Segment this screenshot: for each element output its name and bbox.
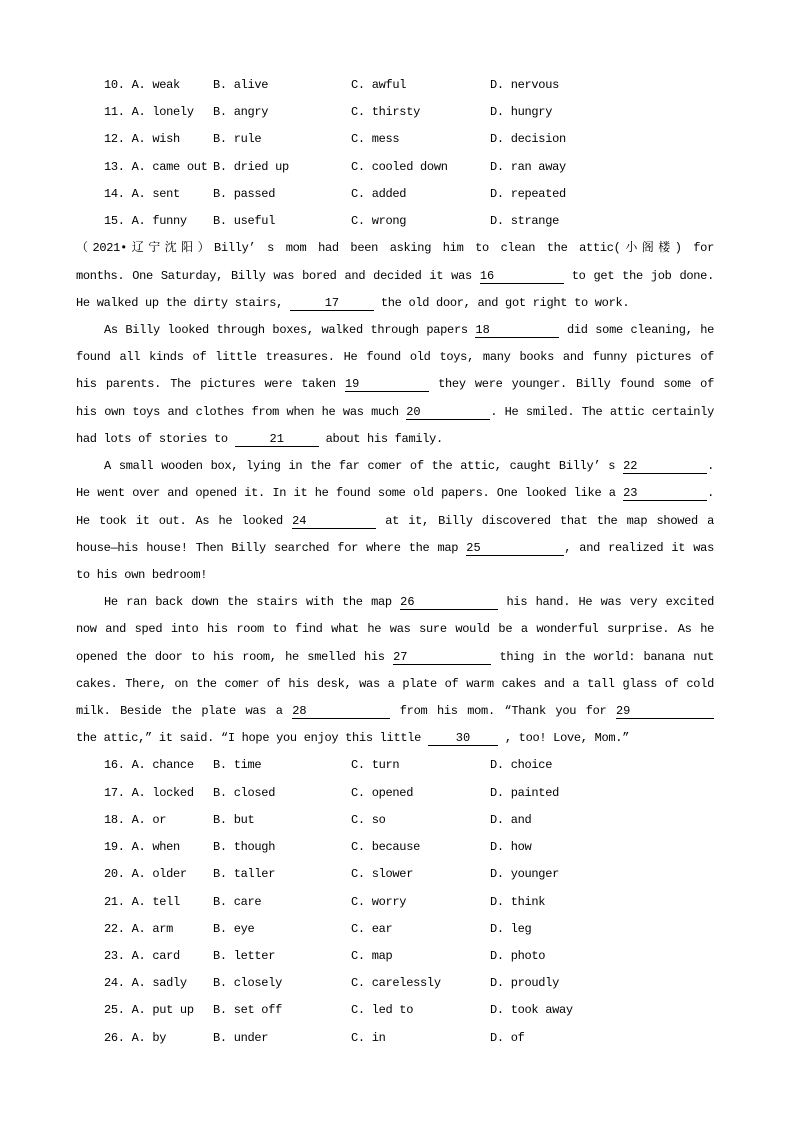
passage-line — [76, 453, 714, 480]
option-cell-a — [104, 943, 180, 970]
passage-text: . — [707, 486, 714, 501]
paragraph-2 — [0, 317, 794, 453]
option-b: B. closed — [213, 785, 276, 800]
passage-text: had lots of stories to — [76, 431, 235, 446]
paragraph-4 — [0, 589, 794, 752]
option-c: C. wrong — [351, 214, 407, 229]
question-row-15 — [0, 208, 794, 235]
option-cell-a — [104, 752, 194, 779]
question-row-16 — [0, 752, 794, 779]
question-row-23 — [0, 943, 794, 970]
question-number: 19. — [104, 840, 125, 855]
option-b: B. but — [213, 812, 255, 827]
passage-text: his parents. The pictures were taken — [76, 377, 345, 392]
passage-text: to his own bedroom! — [76, 567, 208, 582]
question-number: 15. — [104, 214, 125, 229]
option-c: C. mess — [351, 132, 400, 147]
option-c: C. thirsty — [351, 105, 421, 120]
option-b: B. care — [213, 894, 262, 909]
passage-line — [76, 480, 714, 507]
question-row-19 — [0, 834, 794, 861]
question-row-10 — [0, 72, 794, 99]
paragraph-3 — [0, 453, 794, 589]
option-c: C. cooled down — [351, 159, 448, 174]
question-number: 23. — [104, 949, 125, 963]
option-c: C. awful — [351, 78, 407, 92]
option-cell-a — [104, 861, 187, 888]
blank-25: 25 — [466, 541, 564, 556]
option-d: D. strange — [490, 214, 560, 229]
option-a: A. came out — [131, 159, 208, 174]
passage-text: from his mom. “Thank you for — [390, 704, 616, 719]
question-number: 17. — [104, 785, 125, 800]
option-b: B. under — [213, 1030, 269, 1045]
passage-line — [76, 290, 714, 317]
option-c: C. carelessly — [351, 976, 441, 991]
question-number: 25. — [104, 1003, 125, 1018]
option-c: C. turn — [351, 758, 400, 773]
option-cell-a — [104, 126, 180, 153]
passage-line — [76, 399, 714, 426]
option-c: C. opened — [351, 785, 414, 800]
passage-text: milk. Beside the plate was a — [76, 704, 293, 719]
option-b: B. taller — [213, 867, 276, 882]
option-b: B. eye — [213, 921, 255, 936]
passage-text: A small wooden box, lying in the far comer of the attic, caught Billy’ s — [104, 459, 624, 474]
option-cell-a — [104, 834, 180, 861]
passage-line — [76, 426, 714, 453]
option-cell-a — [104, 970, 187, 997]
passage-text: months. One Saturday, Billy was bored and decided it was — [76, 268, 480, 283]
passage-line — [76, 508, 714, 535]
passage-text: He went over and opened it. In it he found some old papers. One looked like a — [76, 486, 624, 501]
option-b: B. letter — [213, 949, 276, 963]
option-d: D. repeated — [490, 186, 566, 201]
cloze-passage — [0, 235, 794, 752]
passage-text: He ran back down the stairs with the map — [104, 595, 401, 610]
question-number: 16. — [104, 758, 125, 773]
passage-text: to get the job done. — [563, 268, 714, 283]
option-cell-a — [104, 99, 194, 126]
passage-text: He took it out. As he looked — [76, 513, 293, 528]
blank-18: 18 — [475, 323, 559, 338]
passage-text: the old door, and got right to work. — [373, 295, 630, 310]
passage-line — [76, 671, 714, 698]
question-list-16-26 — [0, 752, 794, 1051]
blank-24: 24 — [292, 514, 376, 529]
option-b: B. passed — [213, 186, 276, 201]
option-a: A. weak — [131, 78, 180, 92]
passage-text: his hand. He was very excited — [498, 595, 714, 610]
question-number: 24. — [104, 976, 125, 991]
passage-text: opened the door to his room, he smelled his — [76, 649, 394, 664]
question-row-22 — [0, 916, 794, 943]
option-d: D. leg — [490, 921, 532, 936]
option-c: C. added — [351, 186, 407, 201]
passage-text: the attic,” it said. “I hope you enjoy this little — [76, 731, 428, 746]
passage-line — [76, 616, 714, 643]
question-row-14 — [0, 181, 794, 208]
blank-22: 22 — [623, 459, 707, 474]
passage-line — [76, 644, 714, 671]
option-a: A. sent — [131, 186, 180, 201]
option-b: B. time — [213, 758, 262, 773]
question-number: 22. — [104, 921, 125, 936]
blank-30: 30 — [428, 731, 498, 746]
passage-text: house—his house! Then Billy searched for where the map — [76, 540, 467, 555]
option-cell-a — [104, 997, 194, 1024]
option-d: D. photo — [490, 949, 546, 963]
question-row-11 — [0, 99, 794, 126]
option-d: D. ran away — [490, 159, 566, 174]
option-a: A. by — [131, 1030, 167, 1045]
question-row-13 — [0, 154, 794, 181]
passage-text: they were younger. Billy found some of — [428, 377, 714, 392]
passage-text: . He smiled. The attic certainly — [490, 404, 715, 419]
option-a: A. wish — [131, 132, 180, 147]
passage-text: , and realized it was — [564, 540, 714, 555]
option-a: A. arm — [131, 921, 174, 936]
passage-line — [76, 263, 714, 290]
option-a: A. put up — [131, 1003, 194, 1018]
option-d: D. think — [490, 894, 546, 909]
question-number: 10. — [104, 78, 125, 92]
question-number: 18. — [104, 812, 125, 827]
passage-line — [76, 535, 714, 562]
option-d: D. took away — [490, 1003, 573, 1018]
option-d: D. decision — [490, 132, 566, 147]
blank-16: 16 — [480, 269, 564, 284]
option-a: A. card — [131, 949, 180, 963]
passage-text: his own toys and clothes from when he was much — [76, 404, 407, 419]
option-d: D. painted — [490, 785, 560, 800]
option-d: D. nervous — [490, 78, 560, 92]
option-c: C. slower — [351, 867, 414, 882]
passage-text: now and sped into his room to find what he was sure would be a wonderful surprise. As he — [76, 622, 714, 637]
passage-text: at it, Billy discovered that the map showed a — [376, 513, 714, 528]
question-row-12 — [0, 126, 794, 153]
option-cell-a — [104, 208, 187, 235]
option-cell-a — [104, 780, 194, 807]
question-number: 21. — [104, 894, 125, 909]
option-a: A. or — [131, 812, 167, 827]
passage-text: , too! Love, Mom.” — [497, 731, 630, 746]
blank-29: 29 — [616, 704, 714, 719]
option-c: C. because — [351, 840, 421, 855]
option-a: A. funny — [131, 214, 187, 229]
passage-line — [76, 698, 714, 725]
option-c: C. map — [351, 949, 393, 963]
option-a: A. chance — [131, 758, 194, 773]
passage-text: （2021•辽宁沈阳）Billy’ s mom had been asking him to clean the attic(小阁楼) for — [76, 241, 714, 256]
passage-text: As Billy looked through boxes, walked through papers — [104, 322, 476, 337]
question-row-25 — [0, 997, 794, 1024]
question-row-18 — [0, 807, 794, 834]
question-row-21 — [0, 889, 794, 916]
option-a: A. older — [131, 867, 187, 882]
option-a: A. locked — [131, 785, 194, 800]
option-a: A. lonely — [131, 105, 194, 120]
passage-text: . — [707, 459, 714, 474]
passage-line — [76, 344, 714, 371]
passage-line — [76, 235, 714, 262]
option-d: D. proudly — [490, 976, 560, 991]
option-b: B. set off — [213, 1003, 283, 1018]
option-c: C. worry — [351, 894, 407, 909]
blank-17: 17 — [290, 296, 374, 311]
question-row-24 — [0, 970, 794, 997]
option-cell-a — [104, 807, 166, 834]
passage-text: did some cleaning, he — [559, 322, 715, 337]
paragraph-1 — [0, 235, 794, 317]
option-cell-a — [104, 1025, 166, 1052]
passage-text: cakes. There, on the comer of his desk, was a plate of warm cakes and a tall glass of cold — [76, 676, 714, 691]
passage-line — [76, 562, 714, 589]
passage-text: found all kinds of little treasures. He found old toys, many books and funny pictures of — [76, 350, 714, 365]
passage-line — [76, 371, 714, 398]
question-number: 12. — [104, 132, 125, 147]
option-d: D. how — [490, 840, 532, 855]
option-b: B. angry — [213, 105, 269, 120]
question-row-17 — [0, 780, 794, 807]
passage-line — [76, 725, 714, 752]
option-c: C. ear — [351, 921, 393, 936]
option-b: B. alive — [213, 78, 269, 92]
question-row-20 — [0, 861, 794, 888]
option-b: B. dried up — [213, 159, 289, 174]
option-d: D. choice — [490, 758, 553, 773]
option-d: D. and — [490, 812, 532, 827]
option-d: D. of — [490, 1030, 525, 1045]
option-d: D. hungry — [490, 105, 553, 120]
passage-text: thing in the world: banana nut — [491, 649, 715, 664]
option-a: A. when — [131, 840, 180, 855]
blank-27: 27 — [393, 650, 491, 665]
question-number: 13. — [104, 159, 125, 174]
question-row-26 — [0, 1025, 794, 1052]
option-cell-a — [104, 154, 208, 181]
option-b: B. closely — [213, 976, 283, 991]
option-c: C. led to — [351, 1003, 414, 1018]
option-cell-a — [104, 889, 180, 916]
question-number: 26. — [104, 1030, 125, 1045]
passage-text: He walked up the dirty stairs, — [76, 295, 290, 310]
blank-26: 26 — [400, 595, 498, 610]
question-list-10-15 — [0, 72, 794, 235]
option-cell-a — [104, 72, 180, 99]
option-d: D. younger — [490, 867, 560, 882]
blank-20: 20 — [406, 405, 490, 420]
question-number: 20. — [104, 867, 125, 882]
option-a: A. sadly — [131, 976, 187, 991]
option-a: A. tell — [131, 894, 180, 909]
blank-23: 23 — [623, 486, 707, 501]
option-b: B. rule — [213, 132, 262, 147]
option-cell-a — [104, 181, 180, 208]
option-c: C. so — [351, 812, 386, 827]
blank-21: 21 — [235, 432, 319, 447]
option-b: B. useful — [213, 214, 276, 229]
blank-19: 19 — [345, 377, 429, 392]
blank-28: 28 — [292, 704, 390, 719]
option-b: B. though — [213, 840, 276, 855]
option-cell-a — [104, 916, 173, 943]
option-c: C. in — [351, 1030, 386, 1045]
question-number: 11. — [104, 105, 125, 120]
passage-line — [76, 317, 714, 344]
passage-text: about his family. — [318, 431, 443, 446]
passage-line — [76, 589, 714, 616]
question-number: 14. — [104, 186, 125, 201]
